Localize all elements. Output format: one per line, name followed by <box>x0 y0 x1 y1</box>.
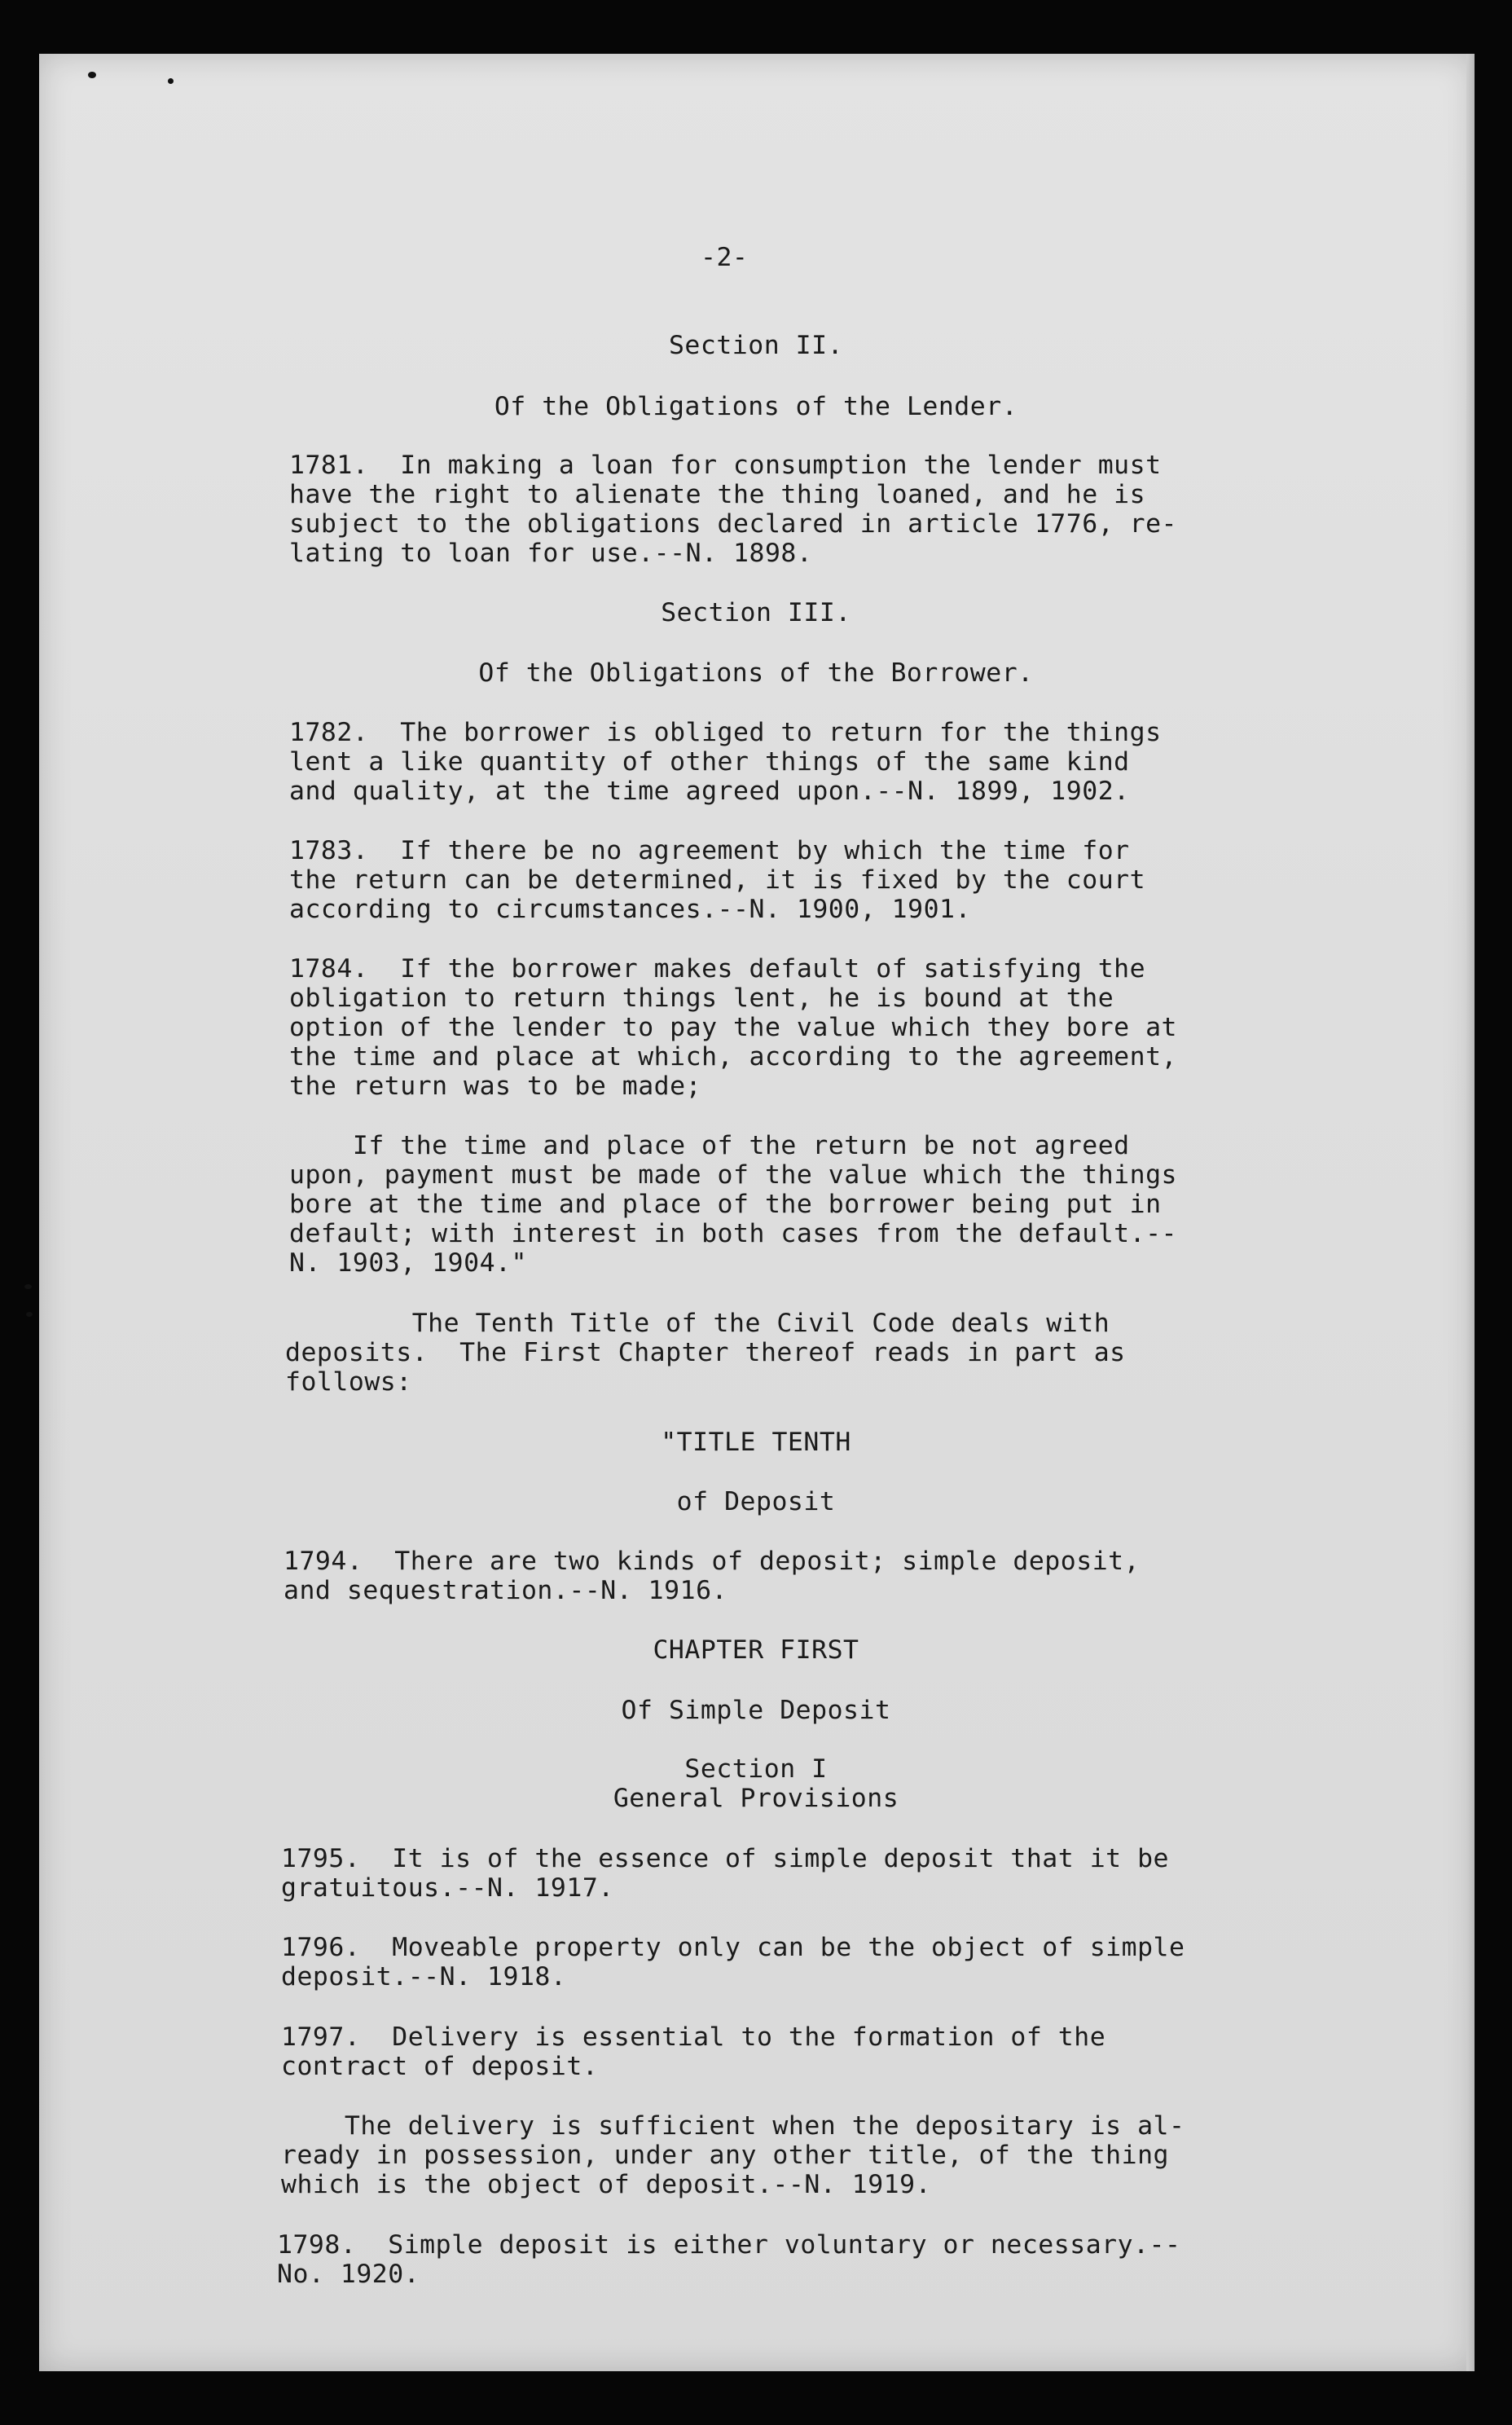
para-line: bore at the time and place of the borrower being put in <box>289 1190 1162 1219</box>
heading-lender: Of the Obligations of the Lender. <box>494 392 1018 421</box>
para-line: deposits. The First Chapter thereof reads in part as <box>285 1338 1126 1367</box>
heading-borrower: Of the Obligations of the Borrower. <box>478 658 1034 688</box>
para-line: 1794. There are two kinds of deposit; simple deposit, <box>284 1547 1141 1576</box>
heading-section-i: Section I <box>684 1754 828 1784</box>
page-number: -2- <box>701 243 749 272</box>
para-line: follows: <box>285 1367 412 1397</box>
heading-section-ii: Section II. <box>668 331 844 360</box>
para-line: the return was to be made; <box>289 1072 702 1101</box>
para-line: subject to the obligations declared in article 1776, re- <box>289 509 1178 539</box>
para-line: N. 1903, 1904." <box>289 1248 527 1278</box>
para-line: the return can be determined, it is fixed by the court <box>289 865 1146 895</box>
para-line: gratuitous.--N. 1917. <box>281 1873 614 1903</box>
para-line: contract of deposit. <box>281 2052 599 2081</box>
para-line: upon, payment must be made of the value which the things <box>289 1160 1178 1190</box>
para-line: If the time and place of the return be not agreed <box>289 1131 1130 1160</box>
heading-section-iii: Section III. <box>661 598 851 627</box>
para-line: according to circumstances.--N. 1900, 1901. <box>289 895 971 924</box>
para-line: which is the object of deposit.--N. 1919. <box>281 2170 932 2199</box>
para-line: lent a like quantity of other things of the same kind <box>289 747 1130 777</box>
para-line: 1781. In making a loan for consumption the lender must <box>289 451 1162 480</box>
para-line: 1796. Moveable property only can be the object of simple <box>281 1933 1185 1962</box>
para-line: and sequestration.--N. 1916. <box>284 1576 728 1605</box>
para-line: and quality, at the time agreed upon.--N. 1899, 1902. <box>289 777 1130 806</box>
para-line: 1798. Simple deposit is either voluntary or necessary.-- <box>277 2230 1181 2260</box>
heading-general-provisions: General Provisions <box>613 1784 899 1813</box>
para-line: No. 1920. <box>277 2260 420 2289</box>
heading-title-tenth: "TITLE TENTH <box>661 1428 851 1457</box>
para-line: The Tenth Title of the Civil Code deals with <box>285 1309 1110 1338</box>
para-line: the time and place at which, according to the agreement, <box>289 1042 1178 1072</box>
para-line: lating to loan for use.--N. 1898. <box>289 539 813 568</box>
para-line: 1783. If there be no agreement by which the time for <box>289 836 1130 865</box>
para-line: option of the lender to pay the value which they bore at <box>289 1013 1178 1042</box>
para-line: 1784. If the borrower makes default of satisfying the <box>289 954 1146 984</box>
para-line: have the right to alienate the thing loaned, and he is <box>289 480 1146 509</box>
para-line: 1797. Delivery is essential to the formation of the <box>281 2022 1106 2052</box>
para-line: deposit.--N. 1918. <box>281 1962 567 1991</box>
para-line: obligation to return things lent, he is bound at the <box>289 984 1114 1013</box>
para-line: default; with interest in both cases from the default.-- <box>289 1219 1178 1248</box>
para-line: ready in possession, under any other title, of the thing <box>281 2141 1170 2170</box>
heading-of-deposit: of Deposit <box>676 1487 836 1516</box>
para-line: 1795. It is of the essence of simple deposit that it be <box>281 1844 1170 1873</box>
heading-chapter-first: CHAPTER FIRST <box>653 1635 859 1665</box>
heading-simple-deposit: Of Simple Deposit <box>621 1696 891 1725</box>
para-line: The delivery is sufficient when the depositary is al- <box>281 2111 1185 2141</box>
para-line: 1782. The borrower is obliged to return for the things <box>289 718 1162 747</box>
